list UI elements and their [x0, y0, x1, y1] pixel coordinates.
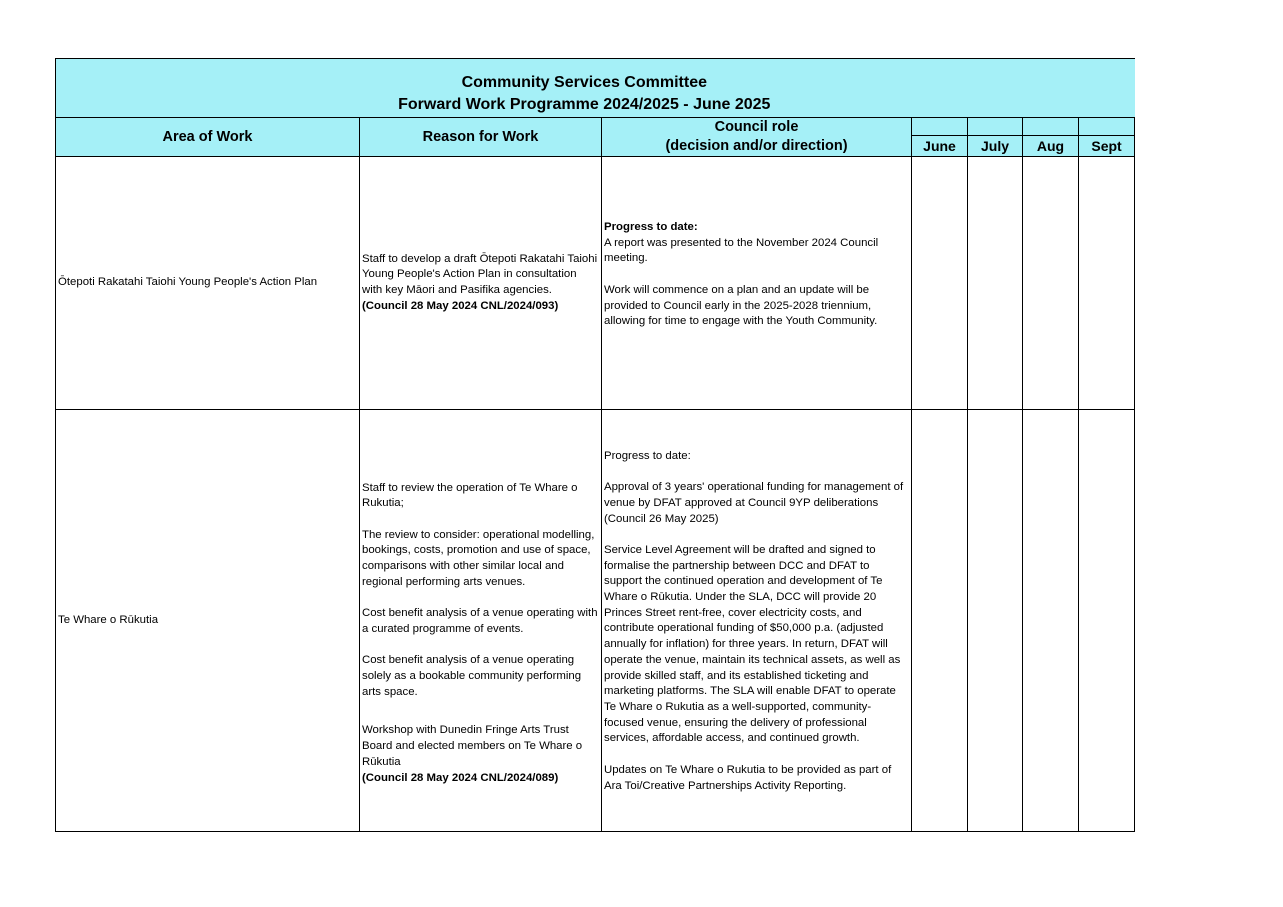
month-cell-aug	[1023, 157, 1079, 410]
title-row	[56, 59, 1135, 118]
header-row	[56, 118, 1135, 136]
table-row	[56, 157, 1135, 410]
month-header-july: July	[968, 136, 1023, 157]
month-cell-aug	[1023, 410, 1079, 832]
work-programme-table	[55, 58, 1135, 832]
area-of-work-cell: Ōtepoti Rakatahi Taiohi Young People's Action Plan	[56, 157, 360, 410]
reason-text: Staff to develop a draft Ōtepoti Rakatahi Taiohi Young People's Action Plan in consultation with key Māori and Pasifika agencies.	[362, 252, 598, 296]
month-header-sept: Sept	[1079, 136, 1135, 157]
month-cell-july	[968, 410, 1023, 832]
progress-heading: Progress to date:	[604, 449, 691, 462]
month-header-june: June	[912, 136, 968, 157]
reason-paragraph: The review to consider: operational modelling, bookings, costs, promotion and use of space, comparisons with other similar local and regional performing arts venues.	[362, 528, 595, 588]
progress-paragraph: Service Level Agreement will be drafted and signed to formalise the partnership between DCC and DFAT to support the continued operation and development of Te Whare o Rūkutia. Under the SLA, DCC will provide 20 Princes Street rent-free, cover electricity costs, and contribute operational funding of $50,000 p.a. (adjusted annually for inflation) for three years. In return, DFAT will operate the venue, maintain its technical assets, as well as provide skilled staff, and its established ticketing and marketing platforms. The SLA will enable DFAT to operate Te Whare o Rukutia as a well-supported, community-focused venue, ensuring the delivery of professional services, affordable access, and continued growth.	[604, 543, 901, 745]
title-line-2: Forward Work Programme 2024/2025 - June 2025	[398, 96, 771, 113]
council-role-cell	[602, 410, 912, 832]
reason-paragraph: Cost benefit analysis of a venue operating with a curated programme of events.	[362, 607, 598, 635]
month-cell-july	[968, 157, 1023, 410]
month-spacer	[912, 118, 968, 136]
month-cell-sept	[1079, 157, 1135, 410]
reason-paragraph: Workshop with Dunedin Fringe Arts Trust Board and elected members on Te Whare o Rūkutia (Council 28 May 2024 CNL/2024/089)	[362, 724, 583, 784]
title-cell	[56, 59, 1135, 118]
month-cell-sept	[1079, 410, 1135, 832]
reason-paragraph: Cost benefit analysis of a venue operating solely as a bookable community performing arts space.	[362, 654, 582, 698]
area-of-work-cell: Te Whare o Rūkutia	[56, 410, 360, 832]
council-role-cell	[602, 157, 912, 410]
month-spacer	[1079, 118, 1135, 136]
council-role-header	[602, 118, 912, 157]
reason-for-work-header: Reason for Work	[360, 118, 602, 157]
month-cell-june	[912, 157, 968, 410]
month-spacer	[968, 118, 1023, 136]
progress-paragraph: Approval of 3 years' operational funding for management of venue by DFAT approved at Council 9YP deliberations (Council 26 May 2025)	[604, 481, 904, 525]
title-line-1: Community Services Committee	[461, 74, 707, 91]
reason-reference: (Council 28 May 2024 CNL/2024/093)	[362, 299, 559, 312]
reason-for-work-cell	[360, 157, 602, 410]
progress-paragraph: A report was presented to the November 2024 Council meeting.	[604, 236, 879, 265]
council-role-header-line-2: (decision and/or direction)	[665, 138, 848, 154]
council-role-header-line-1: Council role	[714, 119, 799, 135]
reason-reference: (Council 28 May 2024 CNL/2024/089)	[362, 771, 559, 784]
work-programme-sheet	[55, 58, 1134, 832]
progress-paragraph: Updates on Te Whare o Rukutia to be provided as part of Ara Toi/Creative Partnerships Activity Reporting.	[604, 763, 892, 792]
table-row	[56, 410, 1135, 832]
month-cell-june	[912, 410, 968, 832]
area-of-work-header: Area of Work	[56, 118, 360, 157]
reason-for-work-cell	[360, 410, 602, 832]
reason-paragraph: Staff to review the operation of Te Whare o Rukutia;	[362, 481, 578, 510]
progress-heading: Progress to date:	[604, 221, 698, 234]
month-spacer	[1023, 118, 1079, 136]
month-header-aug: Aug	[1023, 136, 1079, 157]
progress-paragraph: Work will commence on a plan and an update will be provided to Council early in the 2025-2028 triennium, allowing for time to engage with the Youth Community.	[604, 283, 878, 328]
